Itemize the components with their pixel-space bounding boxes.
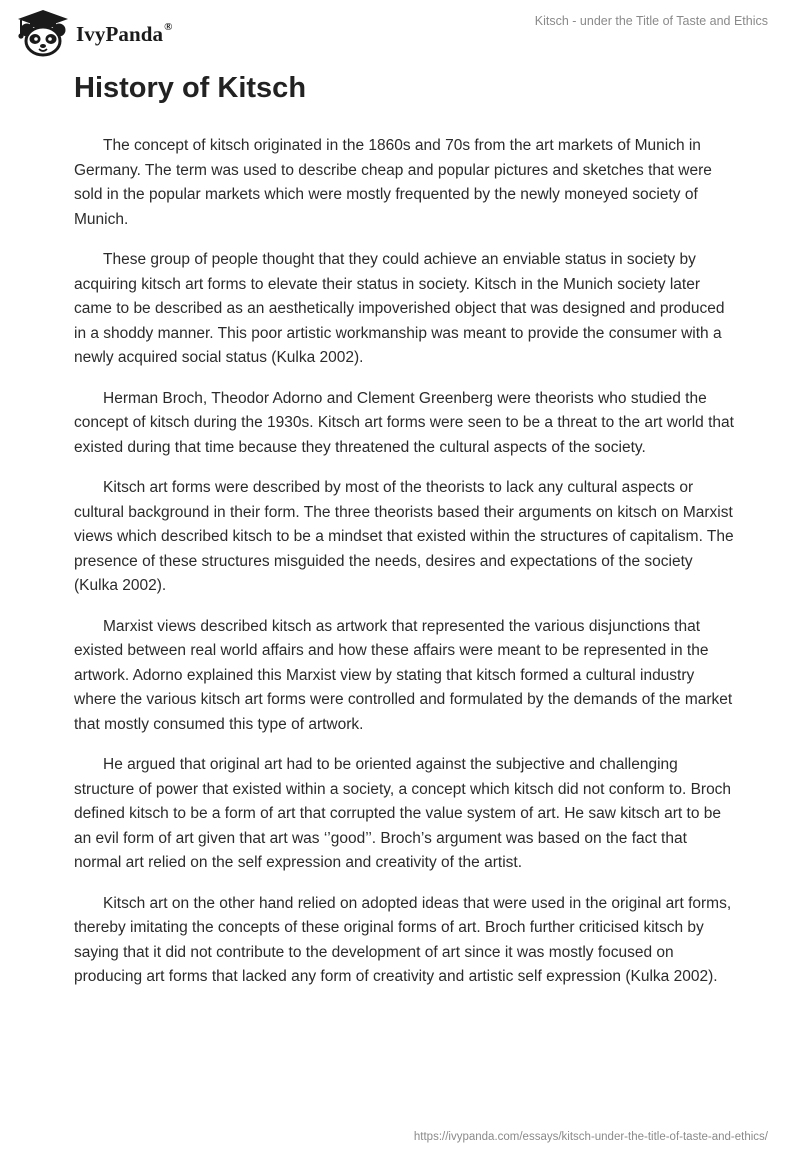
source-url[interactable]: https://ivypanda.com/essays/kitsch-under-the-title-of-taste-and-ethics/ xyxy=(413,1131,768,1143)
paragraph: Kitsch art on the other hand relied on adopted ideas that were used in the original art forms, thereby imitating the concepts of these original forms of art. Broch further criticised kitsch by saying that it did not contribute to the development of art since it was mostly focused on producing art forms that lacked any form of creativity and artistic self expression (Kulka 2002). xyxy=(74,894,732,985)
paragraph: He argued that original art had to be oriented against the subjective and challenging structure of power that existed within a society, a concept which kitsch did not conform to. Broch defined kitsch to be a form of art that corrupted the value system of art. He saw kitsch art to be an evil form of art given that art was ‘’good’’. Broch’s argument was based on the fact that normal art relied on the self expression and creativity of the artist. xyxy=(74,756,732,871)
registered-mark: ® xyxy=(164,20,173,33)
article-body xyxy=(74,134,734,1006)
panda-graduate-icon xyxy=(14,8,72,58)
paragraph: These group of people thought that they could achieve an enviable status in society by acquiring kitsch art forms to elevate their status in society. Kitsch in the Munich society later came to be described as an aesthetically impoverished object that was designed and produced in a shoddy manner. This poor artistic workmanship was meant to provide the consumer with a newly acquired social status (Kulka 2002). xyxy=(74,251,725,366)
section-heading: History of Kitsch xyxy=(74,72,307,104)
page-header xyxy=(0,0,800,60)
paragraph: Kitsch art forms were described by most of the theorists to lack any cultural aspects or cultural background in their form. The three theorists based their arguments on kitsch on Marxist views which described kitsch to be a mindset that existed within the structures of capitalism. The presence of these structures misguided the needs, desires and expectations of the society (Kulka 2002). xyxy=(74,479,734,594)
brand-name xyxy=(76,22,173,47)
paragraph: Marxist views described kitsch as artwork that represented the various disjunctions that existed between real world affairs and how these affairs were meant to be represented in the artwork. Adorno explained this Marxist view by stating that kitsch formed a cultural industry where the various kitsch art forms were controlled and formulated by the demands of the market that mostly consumed this type of artwork. xyxy=(74,617,733,733)
document-title: Kitsch - under the Title of Taste and Ethics xyxy=(534,14,768,28)
paragraph: Herman Broch, Theodor Adorno and Clement Greenberg were theorists who studied the concept of kitsch during the 1930s. Kitsch art forms were seen to be a threat to the art world that existed during that time because they threatened the cultural aspects of the society. xyxy=(74,389,734,456)
ivypanda-logo[interactable] xyxy=(14,8,173,58)
paragraph: The concept of kitsch originated in the 1860s and 70s from the art markets of Munich in Germany. The term was used to describe cheap and popular pictures and sketches that were sold in the popular markets which were mostly frequented by the newly moneyed society of Munich. xyxy=(74,137,712,228)
brand-name-text: IvyPanda xyxy=(76,21,164,46)
